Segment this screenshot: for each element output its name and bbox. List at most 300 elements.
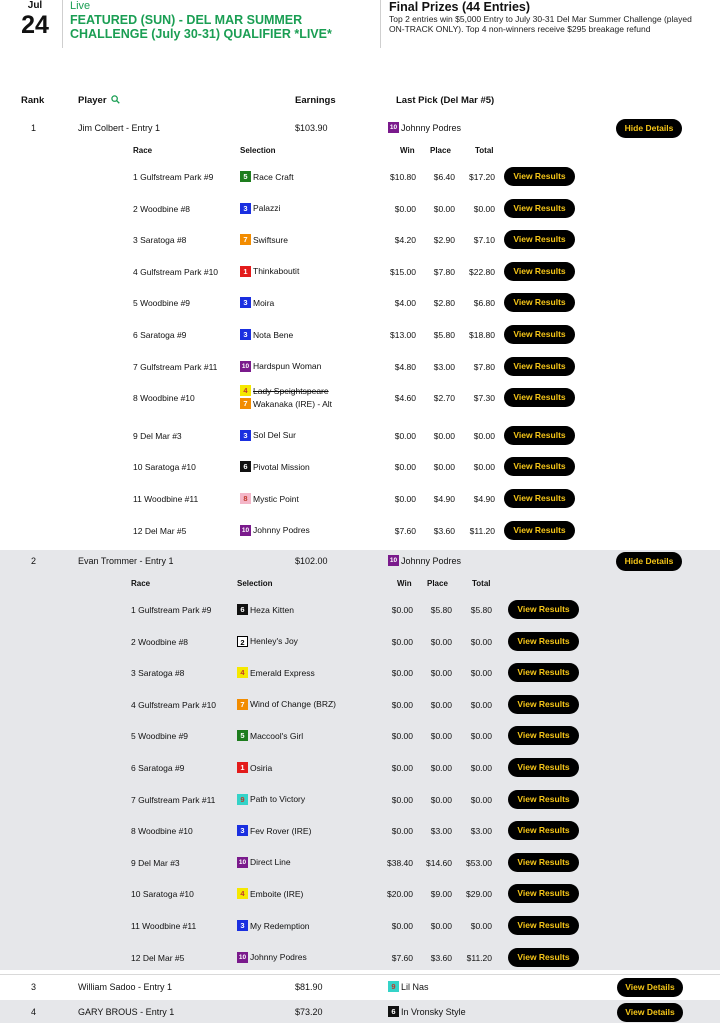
contest-status: Live bbox=[70, 0, 91, 12]
race-name: 12 Del Mar #5 bbox=[131, 952, 185, 963]
view-results-button[interactable]: View Results bbox=[508, 758, 579, 777]
saddle-cloth-badge: 10 bbox=[238, 953, 247, 961]
player-name[interactable]: William Sadoo - Entry 1 bbox=[78, 982, 173, 992]
race-row bbox=[0, 820, 720, 842]
race-name: 2 Woodbine #8 bbox=[133, 203, 191, 214]
horse-name: Path to Victory bbox=[250, 794, 306, 805]
race-row bbox=[0, 488, 720, 510]
place-payout: $5.80 bbox=[430, 605, 452, 615]
win-payout: $0.00 bbox=[391, 826, 413, 837]
saddle-cloth-badge: 10 bbox=[238, 858, 247, 866]
win-payout: $15.00 bbox=[390, 266, 416, 277]
header-divider bbox=[380, 0, 381, 48]
race-row bbox=[0, 915, 720, 937]
total-payout: $22.80 bbox=[469, 266, 495, 277]
race-selection bbox=[237, 667, 315, 678]
player-earnings: $81.90 bbox=[295, 982, 323, 992]
win-payout: $7.60 bbox=[391, 952, 413, 963]
race-selection bbox=[240, 171, 294, 182]
race-selection bbox=[240, 329, 293, 340]
total-payout: $0.00 bbox=[470, 921, 492, 931]
view-results-button[interactable]: View Results bbox=[504, 230, 575, 249]
race-name: 9 Del Mar #3 bbox=[131, 857, 180, 868]
total-payout: $7.80 bbox=[473, 361, 495, 372]
col-rank: Rank bbox=[21, 95, 45, 106]
win-payout: $20.00 bbox=[387, 889, 413, 900]
horse-name: Moira bbox=[253, 297, 275, 308]
view-results-button[interactable]: View Results bbox=[504, 489, 575, 508]
race-name: 3 Saratoga #8 bbox=[133, 235, 187, 246]
player-rank: 3 bbox=[31, 982, 37, 992]
place-payout: $9.00 bbox=[430, 889, 452, 900]
player-row[interactable] bbox=[0, 116, 720, 140]
saddle-cloth-badge: 7 bbox=[240, 398, 251, 409]
race-row bbox=[0, 387, 720, 409]
race-row bbox=[0, 520, 720, 542]
horse-name: Wind of Change (BRZ) bbox=[250, 699, 336, 710]
saddle-cloth-badge: 1 bbox=[237, 762, 248, 773]
total-payout: $0.00 bbox=[470, 731, 492, 742]
scratched-horse: Lady Speightspeare bbox=[253, 385, 329, 396]
place-payout: $6.40 bbox=[433, 172, 455, 182]
player-row[interactable] bbox=[0, 550, 720, 572]
saddle-cloth-badge: 6 bbox=[240, 461, 251, 472]
race-row bbox=[0, 599, 720, 621]
race-selection bbox=[237, 730, 303, 741]
race-row bbox=[0, 757, 720, 779]
prizes-title: Final Prizes (44 Entries) bbox=[389, 0, 531, 14]
view-details-button[interactable]: View Details bbox=[617, 978, 683, 997]
selection-entry bbox=[240, 297, 274, 308]
horse-name: Palazzi bbox=[253, 203, 281, 214]
race-selection bbox=[240, 234, 288, 245]
selection-entry bbox=[237, 952, 307, 963]
place-payout: $4.90 bbox=[433, 494, 455, 504]
horse-name: Fev Rover (IRE) bbox=[250, 825, 312, 836]
total-payout: $4.90 bbox=[473, 494, 495, 504]
saddle-cloth-badge: 10 bbox=[389, 557, 398, 564]
total-payout: $0.00 bbox=[470, 668, 492, 679]
race-selection bbox=[237, 762, 272, 773]
horse-name: Johnny Podres bbox=[253, 525, 310, 536]
prizes-info bbox=[389, 0, 709, 34]
total-payout: $0.00 bbox=[473, 462, 495, 473]
total-payout: $0.00 bbox=[470, 636, 492, 647]
race-name: 8 Woodbine #10 bbox=[131, 826, 193, 837]
contest-date bbox=[16, 0, 54, 38]
race-selection bbox=[240, 361, 321, 372]
race-selection bbox=[240, 461, 310, 472]
selection-entry bbox=[240, 171, 294, 182]
race-name: 10 Saratoga #10 bbox=[133, 462, 196, 473]
saddle-cloth-badge: 6 bbox=[237, 604, 248, 615]
saddle-cloth-badge: 6 bbox=[388, 1006, 399, 1017]
view-results-button[interactable]: View Results bbox=[504, 388, 575, 407]
win-payout: $0.00 bbox=[391, 731, 413, 742]
place-payout: $0.00 bbox=[430, 763, 452, 773]
total-payout: $0.00 bbox=[470, 763, 492, 773]
saddle-cloth-badge: 4 bbox=[240, 385, 251, 396]
horse-name: Heza Kitten bbox=[250, 604, 294, 615]
selection-entry bbox=[237, 920, 310, 931]
race-selection bbox=[240, 297, 274, 308]
selection-entry bbox=[237, 604, 294, 615]
detail-col-win: Win bbox=[400, 146, 415, 155]
race-row bbox=[0, 456, 720, 478]
race-row bbox=[0, 883, 720, 905]
saddle-cloth-badge: 3 bbox=[240, 297, 251, 308]
race-row bbox=[0, 631, 720, 653]
selection-entry bbox=[237, 825, 311, 836]
race-selection bbox=[237, 699, 336, 710]
last-pick-horse: Johnny Podres bbox=[401, 122, 462, 133]
win-payout: $0.00 bbox=[394, 462, 416, 473]
place-payout: $0.00 bbox=[430, 921, 452, 931]
view-results-button[interactable]: View Results bbox=[508, 821, 579, 840]
horse-name: Sol Del Sur bbox=[253, 430, 296, 441]
total-payout: $6.80 bbox=[473, 298, 495, 309]
race-row bbox=[0, 229, 720, 251]
player-earnings: $102.00 bbox=[295, 556, 328, 566]
win-payout: $0.00 bbox=[394, 203, 416, 214]
horse-name: Johnny Podres bbox=[250, 952, 307, 963]
race-row bbox=[0, 356, 720, 378]
horse-name: Emboite (IRE) bbox=[250, 888, 304, 899]
win-payout: $0.00 bbox=[391, 605, 413, 615]
place-payout: $2.90 bbox=[433, 235, 455, 246]
view-results-button[interactable]: View Results bbox=[504, 426, 575, 445]
horse-name: My Redemption bbox=[250, 920, 310, 931]
detail-col-place: Place bbox=[430, 146, 451, 155]
total-payout: $0.00 bbox=[473, 430, 495, 441]
race-row bbox=[0, 694, 720, 716]
view-results-button[interactable]: View Results bbox=[508, 726, 579, 745]
selection-entry bbox=[237, 636, 298, 647]
view-results-button[interactable]: View Results bbox=[508, 600, 579, 619]
place-payout: $2.70 bbox=[433, 393, 455, 404]
race-row bbox=[0, 166, 720, 188]
player-name[interactable]: Evan Trommer - Entry 1 bbox=[78, 556, 174, 566]
race-name: 8 Woodbine #10 bbox=[133, 393, 195, 404]
col-player[interactable] bbox=[78, 95, 120, 107]
selection-entry bbox=[240, 398, 332, 409]
race-row bbox=[0, 662, 720, 684]
horse-name: Wakanaka (IRE) - Alt bbox=[253, 398, 333, 409]
player-name[interactable]: GARY BROUS - Entry 1 bbox=[78, 1007, 175, 1017]
win-payout: $0.00 bbox=[391, 699, 413, 710]
view-results-button[interactable]: View Results bbox=[508, 663, 579, 682]
last-pick bbox=[388, 1006, 466, 1017]
total-payout: $53.00 bbox=[466, 857, 492, 868]
place-payout: $0.00 bbox=[430, 636, 452, 647]
win-payout: $0.00 bbox=[394, 430, 416, 441]
view-results-button[interactable]: View Results bbox=[508, 948, 579, 967]
total-payout: $7.10 bbox=[473, 235, 495, 246]
horse-name: Henley's Joy bbox=[250, 636, 298, 647]
win-payout: $4.60 bbox=[394, 393, 416, 404]
win-payout: $10.80 bbox=[390, 172, 416, 182]
race-name: 1 Gulfstream Park #9 bbox=[133, 172, 214, 182]
contest-header bbox=[0, 0, 720, 60]
saddle-cloth-badge: 3 bbox=[240, 329, 251, 340]
win-payout: $13.00 bbox=[390, 330, 416, 340]
view-results-button[interactable]: View Results bbox=[508, 884, 579, 903]
player-name[interactable]: Jim Colbert - Entry 1 bbox=[78, 123, 161, 133]
race-selection bbox=[240, 385, 332, 409]
race-name: 9 Del Mar #3 bbox=[133, 430, 182, 441]
win-payout: $0.00 bbox=[391, 636, 413, 647]
saddle-cloth-badge: 10 bbox=[241, 526, 250, 534]
place-payout: $0.00 bbox=[433, 430, 455, 441]
race-name: 7 Gulfstream Park #11 bbox=[131, 794, 216, 805]
place-payout: $0.00 bbox=[430, 794, 452, 805]
race-row bbox=[0, 292, 720, 314]
detail-col-selection: Selection bbox=[240, 146, 276, 155]
race-name: 11 Woodbine #11 bbox=[133, 494, 199, 504]
saddle-cloth-badge: 10 bbox=[241, 362, 250, 370]
horse-name: Race Craft bbox=[253, 171, 294, 182]
race-name: 6 Saratoga #9 bbox=[133, 330, 187, 340]
saddle-cloth-badge: 9 bbox=[237, 794, 248, 805]
race-name: 5 Woodbine #9 bbox=[133, 298, 191, 309]
race-selection bbox=[240, 430, 296, 441]
place-payout: $0.00 bbox=[430, 699, 452, 710]
hide-details-button[interactable]: Hide Details bbox=[616, 552, 682, 571]
selection-entry bbox=[240, 203, 280, 214]
view-results-button[interactable]: View Results bbox=[504, 457, 575, 476]
place-payout: $3.00 bbox=[433, 361, 455, 372]
total-payout: $11.20 bbox=[466, 952, 492, 963]
race-row bbox=[0, 425, 720, 447]
total-payout: $0.00 bbox=[470, 699, 492, 710]
view-results-button[interactable]: View Results bbox=[504, 521, 575, 540]
win-payout: $0.00 bbox=[394, 494, 416, 504]
win-payout: $0.00 bbox=[391, 921, 413, 931]
saddle-cloth-badge: 10 bbox=[389, 124, 398, 131]
total-payout: $0.00 bbox=[473, 203, 495, 214]
detail-col-selection: Selection bbox=[237, 579, 273, 588]
horse-name: Pivotal Mission bbox=[253, 461, 310, 472]
player-earnings: $73.20 bbox=[295, 1007, 323, 1017]
player-rank: 4 bbox=[31, 1007, 37, 1017]
race-row bbox=[0, 198, 720, 220]
race-selection bbox=[237, 604, 294, 615]
date-month: Jul bbox=[27, 0, 43, 11]
total-payout: $7.30 bbox=[473, 393, 495, 404]
win-payout: $7.60 bbox=[394, 525, 416, 536]
win-payout: $0.00 bbox=[391, 763, 413, 773]
player-rank: 1 bbox=[31, 123, 37, 133]
search-icon[interactable] bbox=[111, 95, 120, 107]
horse-name: Emerald Express bbox=[250, 667, 315, 678]
selection-entry bbox=[240, 461, 310, 472]
player-row[interactable] bbox=[0, 1000, 720, 1023]
total-payout: $17.20 bbox=[469, 172, 495, 182]
detail-col-win: Win bbox=[397, 579, 412, 588]
detail-col-place: Place bbox=[427, 579, 448, 588]
player-earnings: $103.90 bbox=[295, 123, 328, 133]
horse-name: Direct Line bbox=[250, 857, 291, 868]
selection-entry bbox=[240, 385, 332, 396]
view-results-button[interactable]: View Results bbox=[508, 790, 579, 809]
race-name: 11 Woodbine #11 bbox=[131, 921, 197, 931]
place-payout: $7.80 bbox=[433, 266, 455, 277]
race-selection bbox=[240, 266, 299, 277]
saddle-cloth-badge: 1 bbox=[240, 266, 251, 277]
view-results-button[interactable]: View Results bbox=[504, 262, 575, 281]
horse-name: Nota Bene bbox=[253, 329, 294, 340]
detail-col-race: Race bbox=[131, 579, 151, 588]
race-selection bbox=[237, 920, 310, 931]
view-results-button[interactable]: View Results bbox=[508, 853, 579, 872]
race-selection bbox=[237, 636, 298, 647]
selection-entry bbox=[240, 525, 310, 536]
race-selection bbox=[237, 952, 307, 963]
saddle-cloth-badge: 3 bbox=[237, 825, 248, 836]
view-results-button[interactable]: View Results bbox=[504, 357, 575, 376]
race-selection bbox=[240, 203, 280, 214]
contest-info bbox=[70, 0, 370, 41]
selection-entry bbox=[240, 361, 321, 372]
saddle-cloth-badge: 9 bbox=[388, 981, 399, 992]
player-row[interactable] bbox=[0, 975, 720, 999]
saddle-cloth-badge: 3 bbox=[240, 203, 251, 214]
saddle-cloth-badge: 2 bbox=[237, 636, 248, 647]
win-payout: $4.00 bbox=[394, 298, 416, 309]
race-name: 6 Saratoga #9 bbox=[131, 763, 185, 773]
win-payout: $0.00 bbox=[391, 668, 413, 679]
race-row bbox=[0, 261, 720, 283]
header-divider bbox=[62, 0, 63, 48]
col-player-label: Player bbox=[78, 95, 107, 106]
selection-entry bbox=[237, 857, 291, 868]
win-payout: $4.20 bbox=[394, 235, 416, 246]
race-row bbox=[0, 725, 720, 747]
race-name: 7 Gulfstream Park #11 bbox=[133, 361, 218, 372]
selection-entry bbox=[237, 699, 336, 710]
selection-entry bbox=[237, 794, 305, 805]
place-payout: $5.80 bbox=[433, 330, 455, 340]
col-last-pick: Last Pick (Del Mar #5) bbox=[396, 95, 495, 106]
place-payout: $3.60 bbox=[430, 952, 452, 963]
detail-col-total: Total bbox=[475, 146, 494, 155]
last-pick-horse: Johnny Podres bbox=[401, 555, 462, 566]
race-name: 4 Gulfstream Park #10 bbox=[133, 266, 219, 277]
selection-entry bbox=[237, 762, 272, 773]
contest-title[interactable]: FEATURED (SUN) - DEL MAR SUMMER CHALLENGE (July 30-31) QUALIFIER *LIVE* bbox=[70, 13, 332, 41]
view-details-button[interactable]: View Details bbox=[617, 1003, 683, 1022]
saddle-cloth-badge: 4 bbox=[237, 667, 248, 678]
selection-entry bbox=[240, 234, 288, 245]
race-selection bbox=[240, 525, 310, 536]
place-payout: $0.00 bbox=[430, 668, 452, 679]
last-pick bbox=[388, 122, 461, 133]
view-results-button[interactable]: View Results bbox=[504, 167, 575, 186]
race-row bbox=[0, 789, 720, 811]
last-pick-horse: Lil Nas bbox=[401, 981, 429, 992]
saddle-cloth-badge: 3 bbox=[237, 920, 248, 931]
last-pick bbox=[388, 981, 429, 992]
saddle-cloth-badge: 8 bbox=[240, 493, 251, 504]
view-results-button[interactable]: View Results bbox=[504, 325, 575, 344]
total-payout: $0.00 bbox=[470, 794, 492, 805]
race-name: 10 Saratoga #10 bbox=[131, 889, 194, 900]
view-results-button[interactable]: View Results bbox=[508, 916, 579, 935]
win-payout: $38.40 bbox=[387, 857, 413, 868]
saddle-cloth-badge: 5 bbox=[237, 730, 248, 741]
horse-name: Mystic Point bbox=[253, 493, 299, 504]
prizes-description: Top 2 entries win $5,000 Entry to July 30-31 Del Mar Summer Challenge (played ON-TRACK ONLY). Top 4 non-winners receive $295 breakage refund bbox=[389, 14, 692, 34]
saddle-cloth-badge: 4 bbox=[237, 888, 248, 899]
win-payout: $4.80 bbox=[394, 361, 416, 372]
horse-name: Hardspun Woman bbox=[253, 361, 322, 372]
race-selection bbox=[237, 888, 303, 899]
race-name: 12 Del Mar #5 bbox=[133, 525, 187, 536]
selection-entry bbox=[240, 430, 296, 441]
saddle-cloth-badge: 7 bbox=[240, 234, 251, 245]
saddle-cloth-badge: 5 bbox=[240, 171, 251, 182]
race-name: 5 Woodbine #9 bbox=[131, 731, 189, 742]
horse-name: Thinkaboutit bbox=[253, 266, 300, 277]
view-results-button[interactable]: View Results bbox=[508, 695, 579, 714]
race-name: 1 Gulfstream Park #9 bbox=[131, 605, 212, 615]
view-results-button[interactable]: View Results bbox=[504, 293, 575, 312]
selection-entry bbox=[237, 667, 315, 678]
hide-details-button[interactable]: Hide Details bbox=[616, 119, 682, 138]
selection-entry bbox=[240, 493, 299, 504]
selection-entry bbox=[240, 329, 293, 340]
place-payout: $14.60 bbox=[426, 857, 452, 868]
win-payout: $0.00 bbox=[391, 794, 413, 805]
horse-name: Osiria bbox=[250, 762, 273, 773]
race-name: 3 Saratoga #8 bbox=[131, 668, 185, 679]
selection-entry bbox=[237, 730, 303, 741]
race-selection bbox=[240, 493, 299, 504]
total-payout: $3.00 bbox=[470, 826, 492, 837]
total-payout: $11.20 bbox=[469, 525, 495, 536]
saddle-cloth-badge: 3 bbox=[240, 430, 251, 441]
total-payout: $29.00 bbox=[466, 889, 492, 900]
place-payout: $2.80 bbox=[433, 298, 455, 309]
race-name: 2 Woodbine #8 bbox=[131, 636, 189, 647]
total-payout: $18.80 bbox=[469, 330, 495, 340]
place-payout: $3.00 bbox=[430, 826, 452, 837]
race-row bbox=[0, 324, 720, 346]
last-pick bbox=[388, 555, 461, 566]
detail-col-race: Race bbox=[133, 146, 153, 155]
view-results-button[interactable]: View Results bbox=[508, 632, 579, 651]
race-row bbox=[0, 947, 720, 969]
race-name: 4 Gulfstream Park #10 bbox=[131, 699, 217, 710]
place-payout: $0.00 bbox=[433, 462, 455, 473]
date-day: 24 bbox=[21, 11, 49, 39]
place-payout: $3.60 bbox=[433, 525, 455, 536]
place-payout: $0.00 bbox=[433, 203, 455, 214]
saddle-cloth-badge: 7 bbox=[237, 699, 248, 710]
horse-name: Maccool's Girl bbox=[250, 730, 304, 741]
total-payout: $5.80 bbox=[470, 605, 492, 615]
race-row bbox=[0, 852, 720, 874]
last-pick-horse: In Vronsky Style bbox=[401, 1006, 466, 1017]
horse-name: Swiftsure bbox=[253, 234, 288, 245]
race-selection bbox=[237, 825, 311, 836]
view-results-button[interactable]: View Results bbox=[504, 199, 575, 218]
selection-entry bbox=[237, 888, 303, 899]
detail-col-total: Total bbox=[472, 579, 491, 588]
player-rank: 2 bbox=[31, 556, 37, 566]
race-selection bbox=[237, 794, 305, 805]
place-payout: $0.00 bbox=[430, 731, 452, 742]
